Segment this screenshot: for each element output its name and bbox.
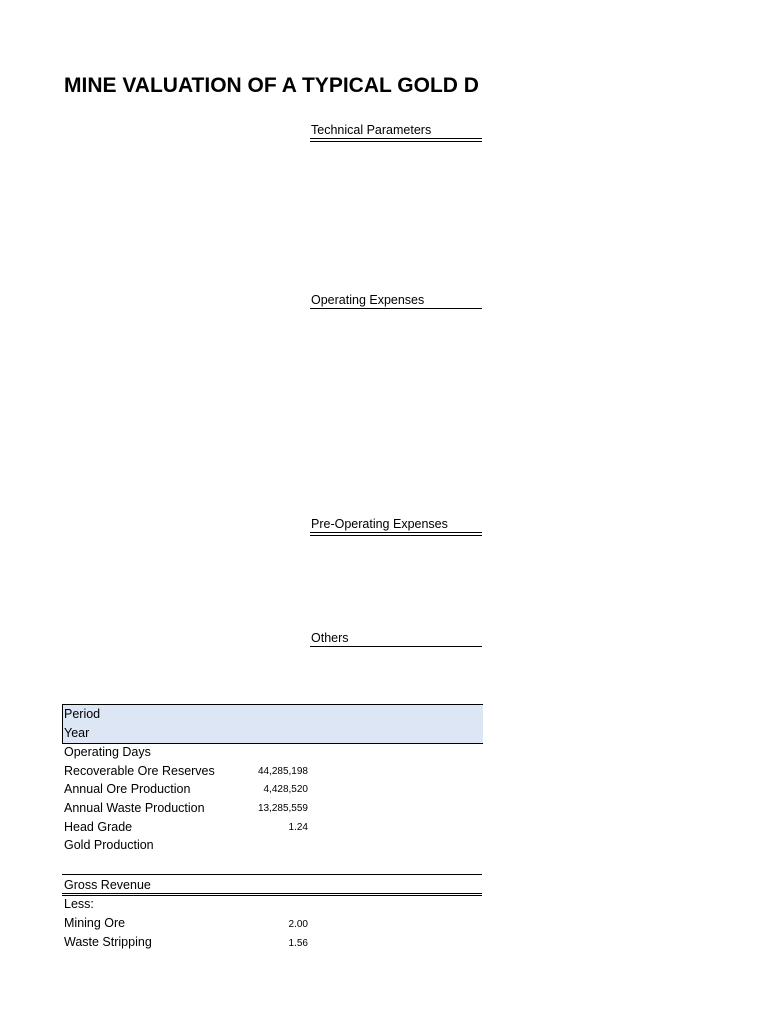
section-others-rule <box>310 646 482 647</box>
row-label-annual-waste-production: Annual Waste Production <box>64 801 205 815</box>
section-technical-parameters <box>310 123 482 142</box>
section-preoperating-expenses <box>310 517 482 536</box>
page-title: MINE VALUATION OF A TYPICAL GOLD D <box>64 74 479 97</box>
section-operating-rule <box>310 308 482 309</box>
section-operating-expenses <box>310 293 482 309</box>
gross-revenue-top-rule <box>62 874 482 875</box>
gross-revenue-bottom-rule <box>62 893 482 896</box>
year-label: Year <box>64 726 90 740</box>
section-preoperating-rule <box>310 532 482 536</box>
row-label-waste-stripping: Waste Stripping <box>64 935 152 949</box>
section-technical-label: Technical Parameters <box>311 123 432 137</box>
section-operating-label: Operating Expenses <box>311 293 425 307</box>
period-label: Period <box>64 707 101 721</box>
row-value-mining-ore: 2.00 <box>288 919 308 930</box>
row-value-annual-waste-production: 13,285,559 <box>257 803 308 814</box>
row-value-head-grade: 1.24 <box>288 822 308 833</box>
row-value-annual-ore-production: 4,428,520 <box>263 784 308 795</box>
row-label-annual-ore-production: Annual Ore Production <box>64 782 191 796</box>
row-label-operating-days: Operating Days <box>64 745 151 759</box>
section-others-label: Others <box>311 631 349 645</box>
row-value-waste-stripping: 1.56 <box>288 938 308 949</box>
section-technical-rule <box>310 138 482 142</box>
row-label-mining-ore: Mining Ore <box>64 916 126 930</box>
row-label-head-grade: Head Grade <box>64 820 133 834</box>
row-label-recoverable-ore-reserves: Recoverable Ore Reserves <box>64 764 215 778</box>
section-others <box>310 631 482 647</box>
section-preoperating-label: Pre-Operating Expenses <box>311 517 448 531</box>
row-label-gold-production: Gold Production <box>64 838 154 852</box>
gross-revenue-label: Gross Revenue <box>64 878 151 892</box>
period-header-band <box>62 704 483 744</box>
row-value-recoverable-ore-reserves: 44,285,198 <box>257 766 308 777</box>
less-label: Less: <box>64 897 94 911</box>
